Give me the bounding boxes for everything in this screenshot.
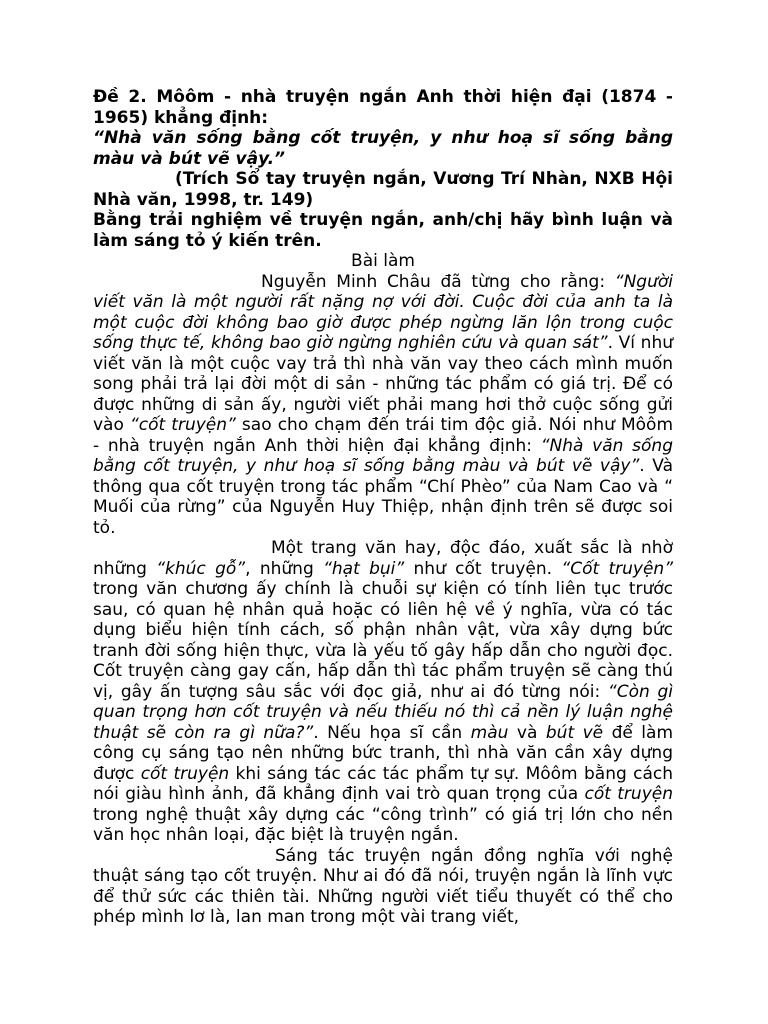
essay-heading: Bài làm [351,251,415,271]
essay-paragraph-3: Sáng tác truyện ngắn đồng nghĩa với nghệ thuật sáng tạo cốt truyện. Như ai đó đã nói, truyện ngắn là lĩnh vực để thử sức các thiên tài. Những người viết tiểu thuyết có thể cho phép mình lơ là, lan man trong một vài trang viết, [93,845,673,927]
prompt-quote: “Nhà văn sống bằng cốt truyện, y như hoạ sĩ sống bằng màu và bút vẽ vậy.” [93,128,673,169]
prompt-task: Bằng trải nghiệm về truyện ngắn, anh/chị hãy bình luận và làm sáng tỏ ý kiến trên. [93,210,673,251]
prompt-citation: (Trích Sổ tay truyện ngắn, Vương Trí Nhàn, NXB Hội Nhà văn, 1998, tr. 149) [93,169,673,210]
document-page [93,87,673,928]
prompt-title: Đề 2. Môôm - nhà truyện ngắn Anh thời hiện đại (1874 - 1965) khẳng định: [93,87,673,128]
essay-paragraph-1: Nguyễn Minh Châu đã từng cho rằng: “Người viết văn là một người rất nặng nợ với đời. Cuộc đời của anh ta là một cuộc đời không bao giờ được phép ngừng lăn lộn trong cuộc sống thực tế, không bao giờ ngừng nghiên cứu và quan sát”. Ví như viết văn là một cuộc vay trả thì nhà văn vay theo cách mình muốn song phải trả lại đời một di sản - những tác phẩm có giá trị. Để có được những di sản ấy, người viết phải mang hơi thở cuộc sống gửi vào “cốt truyện” sao cho chạm đến trái tim độc giả. Nói như Môôm - nhà truyện ngắn Anh thời hiện đại khẳng định: “Nhà văn sống bằng cốt truyện, y như hoạ sĩ sống bằng màu và bút vẽ vậy”. Và thông qua cốt truyện trong tác phẩm “Chí Phèo” của Nam Cao và “ Muối của rừng” của Nguyễn Huy Thiệp, nhận định trên sẽ được soi tỏ. [93,271,674,538]
essay-prompt [93,87,673,251]
essay-paragraph-2: Một trang văn hay, độc đáo, xuất sắc là nhờ những “khúc gỗ”, những “hạt bụi” như cốt truyện. “Cốt truyện” trong văn chương ấy chính là chuỗi sự kiện có tính liên tục trước sau, có quan hệ nhân quả hoặc có liên hệ về ý nghĩa, vừa có tác dụng biểu hiện tính cách, số phận nhân vật, vừa xây dựng bức tranh đời sống hiện thực, vừa là yếu tố gây hấp dẫn cho người đọc. Cốt truyện càng gay cấn, hấp dẫn thì tác phẩm truyện sẽ càng thú vị, gây ấn tượng sâu sắc với đọc giả, như ai đó từng nói: “Còn gì quan trọng hơn cốt truyện và nếu thiếu nó thì cả nền lý luận nghệ thuật sẽ còn ra gì nữa?”. Nếu họa sĩ cần màu và bút vẽ để làm công cụ sáng tạo nên những bức tranh, thì nhà văn cần xây dựng được cốt truyện khi sáng tác các tác phẩm tự sự. Môôm bằng cách nói giàu hình ảnh, đã khẳng định vai trò quan trọng của cốt truyện trong nghệ thuật xây dựng các “công trình” có giá trị lớn cho nền văn học nhân loại, đặc biệt là truyện ngắn. [93,538,674,845]
